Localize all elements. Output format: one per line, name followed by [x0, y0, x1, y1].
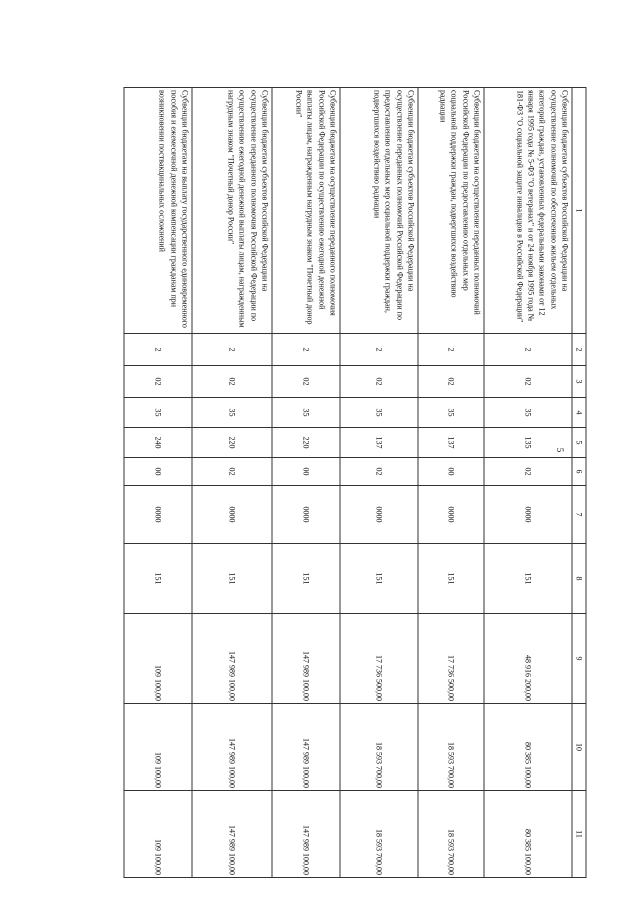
cell-code: 02 — [124, 366, 192, 398]
cell-amount: 109 100,00 — [124, 704, 192, 791]
table-row — [484, 88, 572, 878]
cell-code: 137 — [418, 428, 484, 458]
cell-code: 151 — [192, 544, 272, 614]
cell-code: 151 — [340, 544, 418, 614]
column-header: 9 — [572, 614, 586, 704]
cell-code: 151 — [124, 544, 192, 614]
cell-amount: 18 593 700,00 — [340, 791, 418, 878]
column-header: 6 — [572, 458, 586, 486]
cell-code: 2 — [484, 334, 572, 366]
cell-code: 0000 — [272, 486, 340, 544]
cell-code: 00 — [272, 458, 340, 486]
cell-code: 2 — [192, 334, 272, 366]
cell-amount: 109 100,00 — [124, 614, 192, 704]
column-header: 7 — [572, 486, 586, 544]
cell-code: 02 — [272, 366, 340, 398]
row-description: Субвенции бюджетам субъектов Российской Федерации на осуществление полномочий по обеспечению жильем отдельных категорий граждан, установленных федеральными законами от 12 января 1995 года № 5-ФЗ "О ветеранах" и от 24 ноября 1995 года № 181-ФЗ "О социальной защите инвалидов в Российской Федерации" — [484, 88, 572, 334]
column-header: 2 — [572, 334, 586, 366]
cell-code: 137 — [340, 428, 418, 458]
cell-code: 151 — [418, 544, 484, 614]
cell-code: 35 — [340, 398, 418, 428]
page-number: 5 — [555, 447, 565, 453]
cell-amount: 109 100,00 — [124, 791, 192, 878]
header-row — [572, 88, 586, 878]
cell-code: 0000 — [192, 486, 272, 544]
cell-code: 02 — [340, 366, 418, 398]
cell-code: 0000 — [418, 486, 484, 544]
cell-code: 240 — [124, 428, 192, 458]
cell-code: 35 — [272, 398, 340, 428]
cell-code: 0000 — [484, 486, 572, 544]
cell-code: 2 — [272, 334, 340, 366]
cell-amount: 18 593 700,00 — [340, 704, 418, 791]
row-description: Субвенции бюджетам на выплату государственного единовременного пособия и ежемесячной денежной компенсации гражданам при возникновении поствакцинальных осложнений — [124, 88, 192, 334]
column-header: 1 — [572, 88, 586, 334]
cell-code: 0000 — [124, 486, 192, 544]
cell-code: 35 — [192, 398, 272, 428]
cell-code: 220 — [272, 428, 340, 458]
row-description: Субвенции бюджетам субъектов Российской Федерации на осуществление переданного полномочия Российской Федерации по осуществлению ежегодной денежной выплаты лицам, награжденным нагрудным знаком "Почетный донор России" — [192, 88, 272, 334]
cell-amount: 147 989 100,00 — [272, 704, 340, 791]
row-description: Субвенции бюджетам на осуществление переданного полномочия Российской Федерации по осуществлению ежегодной денежной выплаты лицам, награжденным нагрудным знаком "Почетный донор России" — [272, 88, 340, 334]
cell-code: 02 — [484, 366, 572, 398]
column-header: 8 — [572, 544, 586, 614]
table-row — [124, 88, 192, 878]
cell-code: 2 — [340, 334, 418, 366]
cell-amount: 48 916 200,00 — [484, 614, 572, 704]
column-header: 3 — [572, 366, 586, 398]
cell-code: 00 — [418, 458, 484, 486]
cell-amount: 80 385 100,00 — [484, 791, 572, 878]
cell-code: 35 — [124, 398, 192, 428]
cell-code: 02 — [340, 458, 418, 486]
cell-amount: 17 736 500,00 — [418, 614, 484, 704]
cell-code: 02 — [192, 458, 272, 486]
table-row — [192, 88, 272, 878]
column-header: 10 — [572, 704, 586, 791]
cell-code: 02 — [484, 458, 572, 486]
cell-code: 2 — [418, 334, 484, 366]
cell-amount: 18 593 700,00 — [418, 791, 484, 878]
cell-amount: 17 736 500,00 — [340, 614, 418, 704]
cell-code: 0000 — [340, 486, 418, 544]
table-row — [340, 88, 418, 878]
cell-code: 220 — [192, 428, 272, 458]
table-row — [272, 88, 340, 878]
cell-code: 02 — [192, 366, 272, 398]
cell-code: 151 — [272, 544, 340, 614]
row-description: Субвенции бюджетам на осуществление переданных полномочий Российской Федерации по предоставлению отдельных мер социальной поддержки граждан, подвергшихся воздействию радиации — [418, 88, 484, 334]
cell-code: 35 — [484, 398, 572, 428]
table-row — [418, 88, 484, 878]
cell-amount: 147 989 100,00 — [192, 791, 272, 878]
cell-code: 35 — [418, 398, 484, 428]
row-description: Субвенции бюджетам субъектов Российской Федерации на осуществление переданных полномочий Российской Федерации по предоставлению отдельных мер социальной поддержки граждан, подвергшихся воздействию радиации — [340, 88, 418, 334]
cell-code: 135 — [484, 428, 572, 458]
cell-code: 2 — [124, 334, 192, 366]
rotated-table-container — [82, 87, 587, 877]
cell-code: 00 — [124, 458, 192, 486]
subventions-table — [124, 87, 587, 878]
cell-amount: 147 989 100,00 — [272, 614, 340, 704]
cell-amount: 147 989 100,00 — [192, 614, 272, 704]
cell-amount: 147 989 100,00 — [192, 704, 272, 791]
cell-code: 151 — [484, 544, 572, 614]
cell-amount: 18 593 700,00 — [418, 704, 484, 791]
cell-amount: 147 989 100,00 — [272, 791, 340, 878]
column-header: 4 — [572, 398, 586, 428]
cell-code: 02 — [418, 366, 484, 398]
cell-amount: 80 385 100,00 — [484, 704, 572, 791]
column-header: 11 — [572, 791, 586, 878]
column-header: 5 — [572, 428, 586, 458]
